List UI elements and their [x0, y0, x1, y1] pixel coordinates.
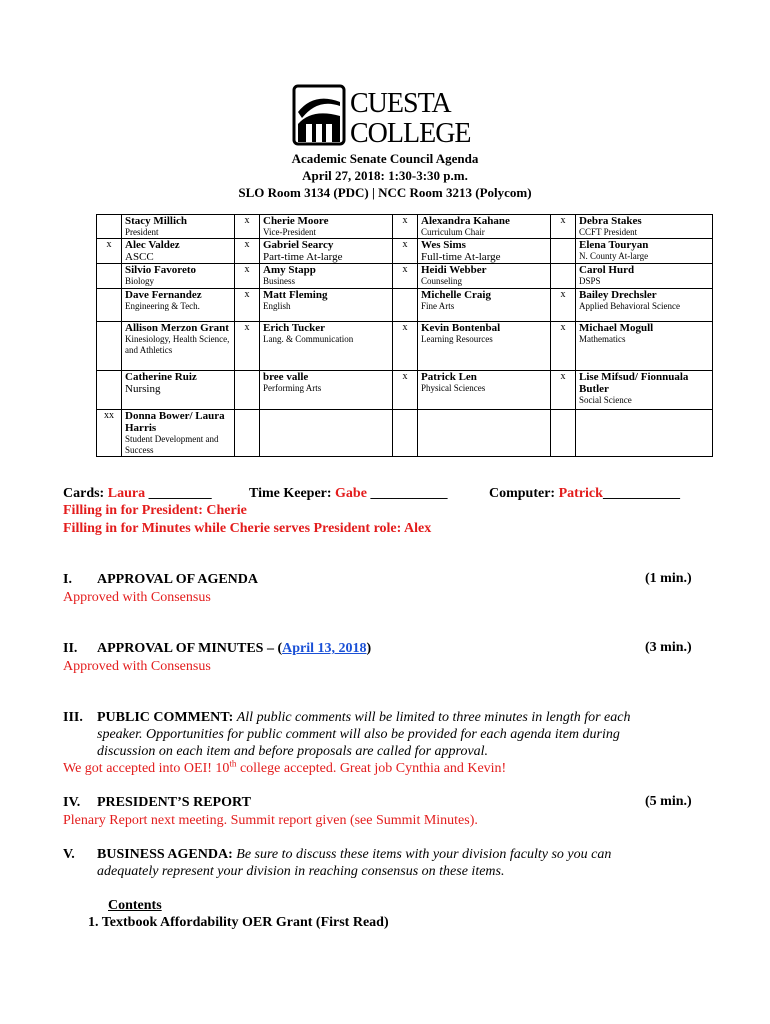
- section-2-time: (3 min.): [645, 640, 692, 655]
- attendance-mark: [97, 371, 122, 410]
- attendance-mark: [235, 371, 260, 410]
- member-cell: [260, 239, 393, 264]
- member-cell: [122, 215, 235, 239]
- member-name: Alexandra Kahane: [421, 215, 510, 227]
- attendance-mark: xx: [97, 410, 122, 457]
- section-2-title: II. APPROVAL OF MINUTES – (April 13, 2018): [63, 641, 372, 656]
- member-name: Heidi Webber: [421, 264, 487, 276]
- attendance-mark: [97, 322, 122, 371]
- attendance-mark: x: [97, 239, 122, 264]
- time-keeper-name: Gabe: [335, 486, 367, 501]
- attendance-mark: [551, 239, 576, 264]
- member-cell: [122, 371, 235, 410]
- member-name: Amy Stapp: [263, 264, 316, 276]
- attendance-mark: x: [551, 289, 576, 322]
- roster-row: [97, 410, 713, 457]
- computer-line: Computer: Patrick___________: [489, 486, 680, 501]
- fill-president: Filling in for President: Cherie: [63, 503, 247, 518]
- member-cell: [576, 264, 713, 289]
- member-cell: [122, 264, 235, 289]
- member-cell: [260, 289, 393, 322]
- section-4-note: Plenary Report next meeting. Summit report given (see Summit Minutes).: [63, 813, 478, 828]
- attendance-mark: x: [235, 264, 260, 289]
- attendance-mark: [551, 264, 576, 289]
- roster-row: [97, 264, 713, 289]
- agenda-title: Academic Senate Council Agenda: [291, 151, 479, 166]
- member-cell: [260, 264, 393, 289]
- cards-line: Cards: Laura _________: [63, 486, 212, 501]
- member-role: President: [125, 227, 159, 237]
- attendance-mark: x: [393, 371, 418, 410]
- member-name: Patrick Len: [421, 371, 477, 383]
- member-name: Allison Merzon Grant: [125, 322, 229, 334]
- member-cell: [418, 239, 551, 264]
- member-cell: [418, 264, 551, 289]
- attendance-mark: [97, 289, 122, 322]
- member-role: Curriculum Chair: [421, 227, 485, 237]
- member-name: Stacy Millich: [125, 215, 188, 227]
- member-cell: [418, 289, 551, 322]
- roster-row: [97, 215, 713, 239]
- attendance-mark: x: [235, 215, 260, 239]
- roster-row: [97, 239, 713, 264]
- member-name: Kevin Bontenbal: [421, 322, 501, 334]
- member-name: Catherine Ruiz: [125, 371, 197, 383]
- agenda-room: SLO Room 3134 (PDC) | NCC Room 3213 (Polycom): [238, 185, 532, 200]
- logo-line1: CUESTA: [350, 88, 451, 119]
- member-cell: [576, 371, 713, 410]
- section-4-title: IV. PRESIDENT’S REPORT: [63, 795, 251, 810]
- member-role: Physical Sciences: [421, 383, 486, 393]
- member-name: Matt Fleming: [263, 289, 328, 301]
- attendance-mark: [551, 410, 576, 457]
- member-cell: [576, 322, 713, 371]
- member-role: Engineering & Tech.: [125, 301, 200, 311]
- time-keeper-line: Time Keeper: Gabe ___________: [249, 486, 448, 501]
- member-role: Mathematics: [579, 334, 626, 344]
- member-cell: [260, 371, 393, 410]
- member-role: English: [263, 301, 291, 311]
- attendance-mark: x: [235, 289, 260, 322]
- member-cell: [418, 410, 551, 457]
- section-5: V. BUSINESS AGENDA: Be sure to discuss these items with your division faculty so you can adequately represent your division in reaching consensus on these items.: [63, 847, 612, 879]
- section-1-title: I. APPROVAL OF AGENDA: [63, 572, 259, 587]
- section-1-note: Approved with Consensus: [63, 590, 211, 605]
- member-name: Carol Hurd: [579, 264, 635, 276]
- member-role: Counseling: [421, 276, 463, 286]
- member-role: Business: [263, 276, 296, 286]
- member-name: Wes Sims: [421, 239, 466, 251]
- member-name: Michael Mogull: [579, 322, 654, 334]
- attendance-mark: [393, 410, 418, 457]
- member-cell: [122, 322, 235, 371]
- member-role: ASCC: [125, 251, 154, 263]
- member-cell: [576, 215, 713, 239]
- agenda-date: April 27, 2018: 1:30-3:30 p.m.: [302, 168, 468, 183]
- minutes-link[interactable]: April 13, 2018: [282, 641, 367, 656]
- roster-row: [97, 371, 713, 410]
- member-role: DSPS: [579, 276, 601, 286]
- member-cell: [260, 322, 393, 371]
- attendance-mark: [393, 289, 418, 322]
- member-cell: [576, 410, 713, 457]
- fill-minutes: Filling in for Minutes while Cherie serves President role: Alex: [63, 521, 432, 536]
- member-role: Vice-President: [263, 227, 316, 237]
- roster-row: [97, 289, 713, 322]
- roster-row: [97, 322, 713, 371]
- section-4-time: (5 min.): [645, 794, 692, 809]
- member-cell: [418, 215, 551, 239]
- section-3-note: We got accepted into OEI! 10th college accepted. Great job Cynthia and Kevin!: [63, 758, 507, 776]
- attendance-mark: x: [235, 322, 260, 371]
- cards-name: Laura: [107, 486, 146, 501]
- member-cell: [418, 322, 551, 371]
- member-name: Michelle Craig: [421, 289, 491, 301]
- attendance-mark: [235, 410, 260, 457]
- member-role: N. County At-large: [579, 251, 649, 261]
- member-role: CCFT President: [579, 227, 638, 237]
- attendance-mark: x: [551, 371, 576, 410]
- business-item-1: 1. Textbook Affordability OER Grant (First Read): [88, 915, 389, 930]
- member-name: Donna Bower/ Laura Harris: [125, 410, 225, 434]
- member-role: Nursing: [125, 383, 161, 395]
- member-name: Lise Mifsud/ Fionnuala Butler: [579, 371, 689, 395]
- attendance-mark: [97, 215, 122, 239]
- member-cell: [576, 239, 713, 264]
- member-name: Debra Stakes: [579, 215, 642, 227]
- member-name: Alec Valdez: [125, 239, 180, 251]
- member-role: Lang. & Communication: [263, 334, 354, 344]
- section-3: III. PUBLIC COMMENT: All public comments will be limited to three minutes in length for each speaker. Opportunities for public comment will also be provided for each agenda item during discussion on each item and before proposals are called for approval. We got accepted into OEI! 10th college accepted. Great job Cynthia and Kevin!: [63, 709, 723, 777]
- attendance-mark: x: [393, 239, 418, 264]
- member-role: Student Development and Success: [125, 434, 219, 455]
- section-2-note: Approved with Consensus: [63, 659, 211, 674]
- attendance-mark: x: [393, 264, 418, 289]
- attendance-mark: x: [235, 239, 260, 264]
- agenda-heading: [0, 150, 770, 201]
- member-name: Dave Fernandez: [125, 289, 202, 301]
- member-role: Biology: [125, 276, 155, 286]
- member-cell: [122, 239, 235, 264]
- computer-name: Patrick: [558, 486, 603, 501]
- member-role: Fine Arts: [421, 301, 455, 311]
- attendance-table: [96, 214, 713, 457]
- contents-heading: Contents: [108, 898, 162, 913]
- member-role: Part-time At-large: [263, 251, 343, 263]
- member-cell: [418, 371, 551, 410]
- member-cell: [576, 289, 713, 322]
- attendance-mark: x: [393, 322, 418, 371]
- member-name: Bailey Drechsler: [579, 289, 657, 301]
- member-name: Silvio Favoreto: [125, 264, 196, 276]
- member-role: Learning Resources: [421, 334, 493, 344]
- logo-line2: COLLEGE: [350, 118, 471, 148]
- member-cell: [122, 410, 235, 457]
- member-name: bree valle: [263, 371, 309, 383]
- member-cell: [260, 215, 393, 239]
- attendance-mark: x: [393, 215, 418, 239]
- member-role: Performing Arts: [263, 383, 322, 393]
- member-cell: [260, 410, 393, 457]
- attendance-mark: x: [551, 322, 576, 371]
- attendance-mark: x: [551, 215, 576, 239]
- member-name: Gabriel Searcy: [263, 239, 334, 251]
- member-role: Full-time At-large: [421, 251, 501, 263]
- member-name: Erich Tucker: [263, 322, 326, 334]
- member-role: Social Science: [579, 395, 632, 405]
- cuesta-college-logo: [292, 84, 482, 148]
- member-cell: [122, 289, 235, 322]
- member-name: Cherie Moore: [263, 215, 329, 227]
- member-role: Kinesiology, Health Science, and Athletics: [125, 334, 230, 355]
- member-role: Applied Behavioral Science: [579, 301, 680, 311]
- attendance-mark: [97, 264, 122, 289]
- member-name: Elena Touryan: [579, 239, 649, 251]
- section-1-time: (1 min.): [645, 571, 692, 586]
